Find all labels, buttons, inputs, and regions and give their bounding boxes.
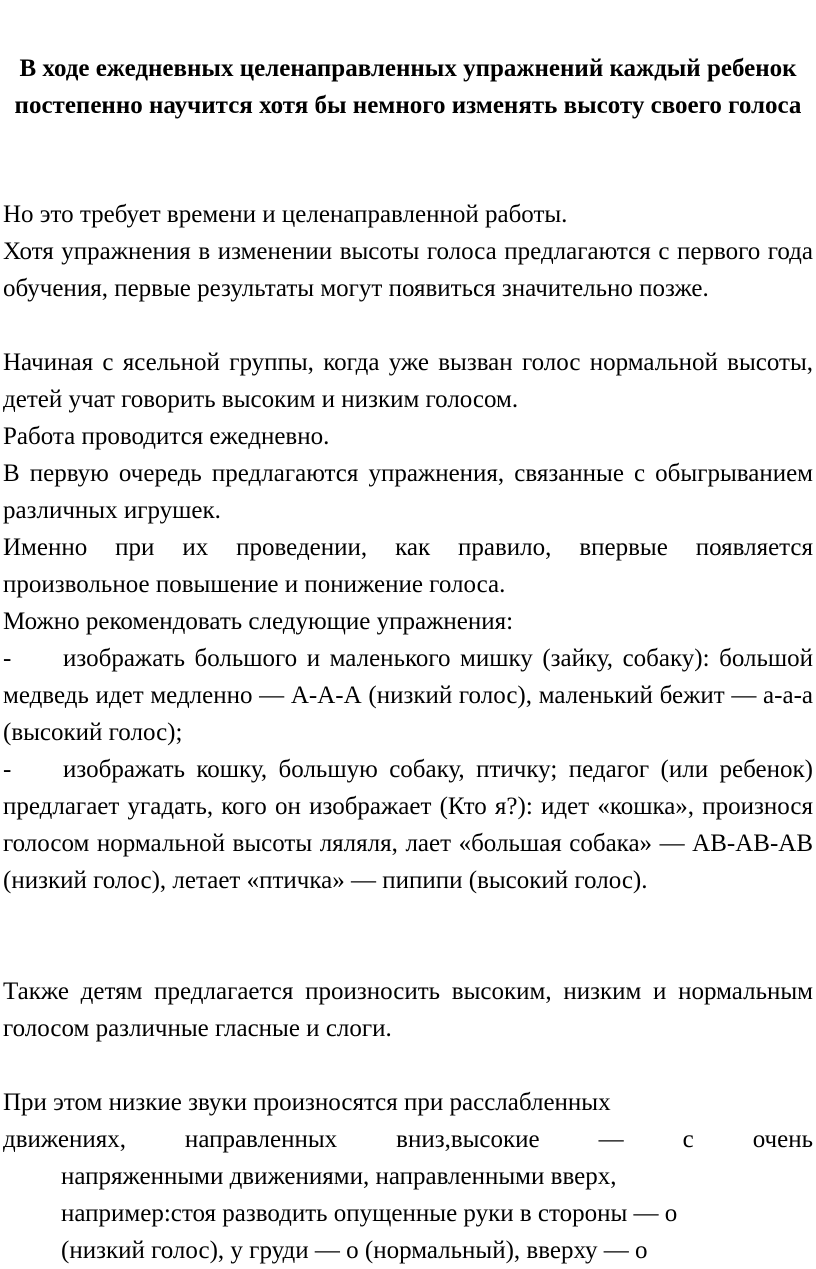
movements-line-5: (низкий голос), у груди — о (нормальный), вверху — о xyxy=(61,1237,648,1264)
list-marker: - xyxy=(3,756,12,783)
document-title: В ходе ежедневных целенаправленных упражнений каждый ребенок постепенно научится хотя бы немного изменять высоту своего голоса xyxy=(14,55,802,119)
paragraph-voluntary: Именно при их проведении, как правило, впервые появляется произвольное повышение и понижение голоса. xyxy=(3,534,813,598)
list-item xyxy=(3,751,813,899)
list-item-text: изображать большого и маленького мишку (зайку, собаку): большой медведь идет медленно — А-А-А (низкий голос), маленький бежит — а-а-а (высокий голос); xyxy=(3,645,813,746)
list-item xyxy=(3,640,813,751)
paragraph-recommend: Можно рекомендовать следующие упражнения: xyxy=(3,608,514,635)
paragraph-first-year: Хотя упражнения в изменении высоты голоса предлагаются с первого года обучения, первые результаты могут появиться значительно позже. xyxy=(3,238,813,302)
list-item-text: изображать кошку, большую собаку, птичку; педагог (или ребенок) предлагает угадать, кого он изображает (Кто я?): идет «кошка», произнося голосом нормальной высоты ляляля, лает «большая собака» — АВ-АВ-АВ (низкий голос), летает «птичка» — пипипи (высокий голос). xyxy=(3,756,813,894)
paragraph-vowels: Также детям предлагается произносить высоким, низким и нормальным голосом различные гласные и слоги. xyxy=(3,978,813,1042)
movements-line-1: При этом низкие звуки произносятся при расслабленных xyxy=(3,1089,611,1116)
paragraph-nursery: Начиная с ясельной группы, когда уже вызван голос нормальной высоты, детей учат говорить высоким и низким голосом. xyxy=(3,349,813,413)
paragraph-toys: В первую очередь предлагаются упражнения, связанные с обыгрыванием различных игрушек. xyxy=(3,460,813,524)
list-marker: - xyxy=(3,645,12,672)
movements-line-4: например:стоя разводить опущенные руки в стороны — о xyxy=(61,1200,678,1227)
paragraph-time: Но это требует времени и целенаправленной работы. xyxy=(3,201,568,228)
paragraph-daily: Работа проводится ежедневно. xyxy=(3,423,330,450)
movements-line-2: движениях, направленных вниз,высокие — с очень xyxy=(3,1126,813,1153)
paragraph-movements xyxy=(3,1084,813,1269)
movements-line-3: напряженными движениями, направленными вверх, xyxy=(61,1163,617,1190)
